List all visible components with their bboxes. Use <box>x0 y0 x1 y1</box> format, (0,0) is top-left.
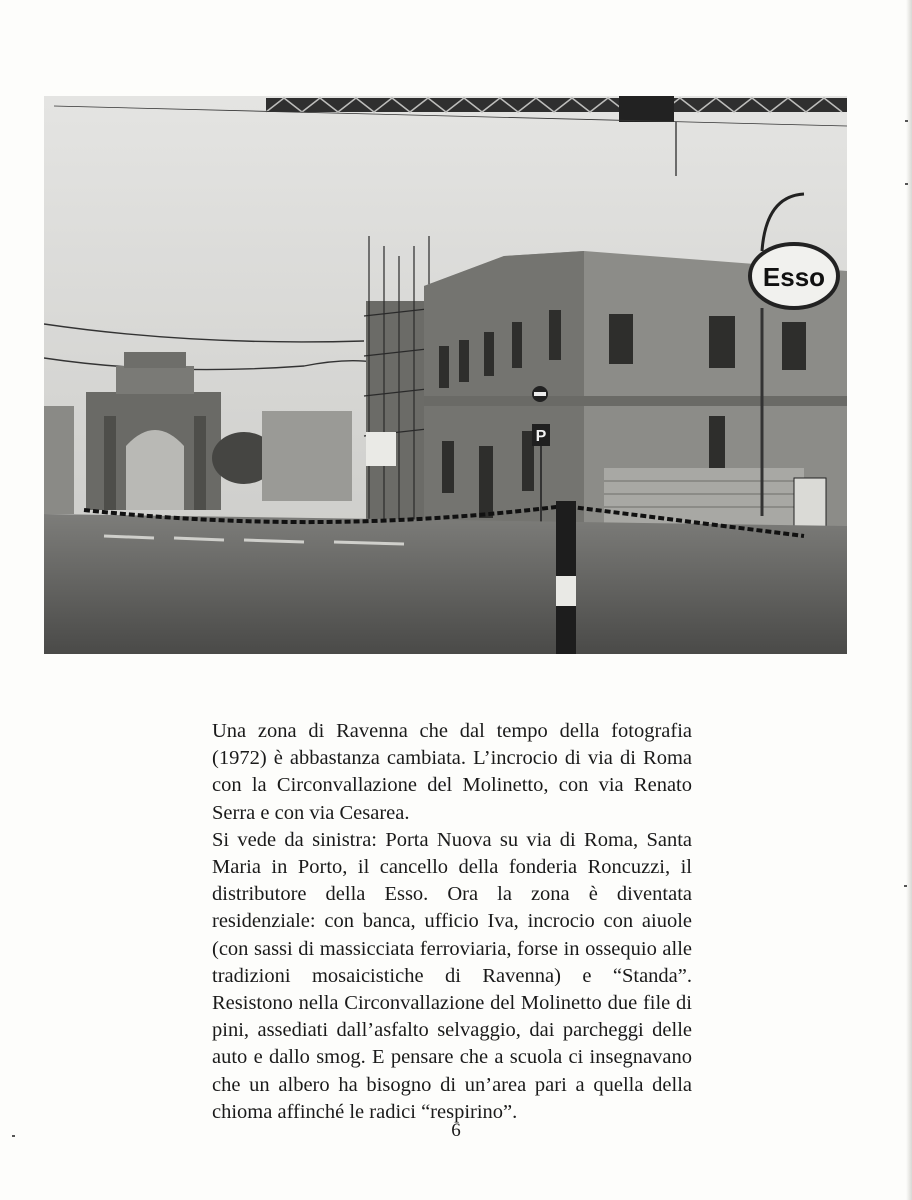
left-building <box>44 406 74 514</box>
page-edge-shadow <box>906 0 912 1200</box>
caption-paragraph-1: Una zona di Ravenna che dal tempo della fotografia (1972) è abbastanza cambiata. L’incrocio di via di Roma con la Circonvallazione del Molinetto, con via Renato Serra e con via Cesarea. <box>212 720 692 824</box>
photo-caption <box>212 718 692 1126</box>
esso-logo-text: Esso <box>762 262 826 292</box>
road <box>44 514 847 654</box>
bollard <box>556 501 576 654</box>
scan-speck <box>905 120 908 122</box>
scan-speck <box>12 1135 15 1137</box>
scan-speck <box>905 183 908 185</box>
caption-paragraph-2: Si vede da sinistra: Porta Nuova su via di Roma, Santa Maria in Porto, il cancello della fonderia Roncuzzi, il distributore della Esso. Ora la zona è diventata residenziale: con banca, ufficio Iva, incrocio con aiuole (con sassi di massicciata ferroviaria, forse in ossequio alle tradizioni mosaicistiche di Ravenna) e “Standa”. Resistono nella Circonvallazione del Molinetto due file di pini, assediati dall’asfalto selvaggio, dai parcheggi delle auto e dallo smog. E pensare che a scuola ci insegnavano che un albero ha bisogno di un’area pari a quella della chioma affinché le radici “respirino”. <box>212 828 692 1123</box>
parking-sign-letter: P <box>535 428 547 445</box>
historical-photograph <box>44 96 847 654</box>
photo-illustration <box>44 96 847 654</box>
page-number: 6 <box>451 1120 461 1141</box>
scan-speck <box>904 885 907 887</box>
church-facade <box>262 411 352 501</box>
